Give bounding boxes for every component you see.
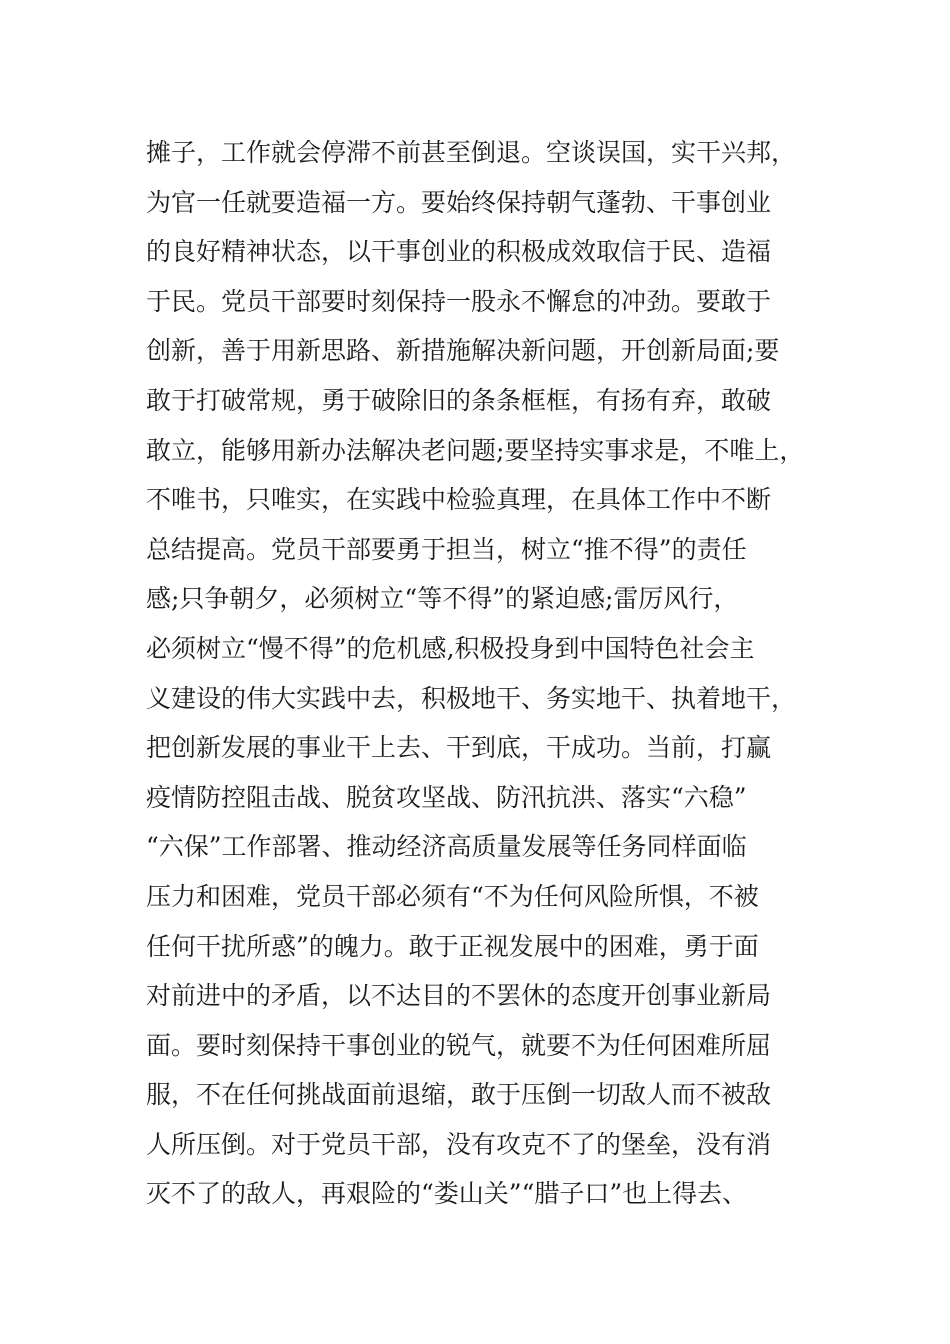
text-line-8: 不唯书，只唯实，在实践中检验真理，在具体工作中不断 bbox=[146, 485, 772, 515]
text-line-11: 必须树立“慢不得”的危机感,积极投身到中国特色社会主 bbox=[146, 633, 755, 663]
text-line-10: 感;只争朝夕，必须树立“等不得”的紧迫感;雷厉风行， bbox=[146, 584, 739, 614]
text-line-1: 摊子，工作就会停滞不前甚至倒退。空谈误国，实干兴邦， bbox=[146, 138, 797, 167]
text-line-3: 的良好精神状态，以干事创业的积极成效取信于民、造福 bbox=[146, 237, 772, 267]
text-line-7: 敢立，能够用新办法解决老问题;要坚持实事求是，不唯上， bbox=[146, 435, 805, 465]
text-line-13: 把创新发展的事业干上去、干到底，干成功。当前，打赢 bbox=[146, 733, 772, 763]
text-line-21: 人所压倒。对于党员干部，没有攻克不了的堡垒，没有消 bbox=[146, 1129, 772, 1159]
text-line-19: 面。要时刻保持干事创业的锐气，就要不为任何困难所屈 bbox=[146, 1030, 772, 1060]
text-line-15: “六保”工作部署、推动经济高质量发展等任务同样面临 bbox=[146, 832, 747, 862]
text-line-6: 敢于打破常规，勇于破除旧的条条框框，有扬有弃，敢破 bbox=[146, 385, 772, 415]
text-line-14: 疫情防控阻击战、脱贫攻坚战、防汛抗洪、落实“六稳” bbox=[146, 782, 747, 812]
text-line-20: 服，不在任何挑战面前退缩，敢于压倒一切敌人而不被敌 bbox=[146, 1080, 772, 1110]
text-line-12: 义建设的伟大实践中去，积极地干、务实地干、执着地干， bbox=[146, 683, 797, 713]
text-line-22: 灭不了的敌人，再艰险的“娄山关”“腊子口”也上得去、 bbox=[146, 1179, 748, 1209]
text-line-9: 总结提高。党员干部要勇于担当，树立“推不得”的责任 bbox=[146, 534, 747, 564]
text-line-5: 创新，善于用新思路、新措施解决新问题，开创新局面;要 bbox=[146, 336, 780, 366]
text-line-2: 为官一任就要造福一方。要始终保持朝气蓬勃、干事创业 bbox=[146, 187, 772, 217]
text-line-16: 压力和困难，党员干部必须有“不为任何风险所惧，不被 bbox=[146, 881, 759, 911]
body-text bbox=[146, 128, 826, 1219]
text-line-17: 任何干扰所惑”的魄力。敢于正视发展中的困难，勇于面 bbox=[146, 931, 759, 961]
text-line-18: 对前进中的矛盾，以不达目的不罢休的态度开创事业新局 bbox=[146, 981, 772, 1011]
text-line-4: 于民。党员干部要时刻保持一股永不懈怠的冲劲。要敢于 bbox=[146, 286, 772, 316]
